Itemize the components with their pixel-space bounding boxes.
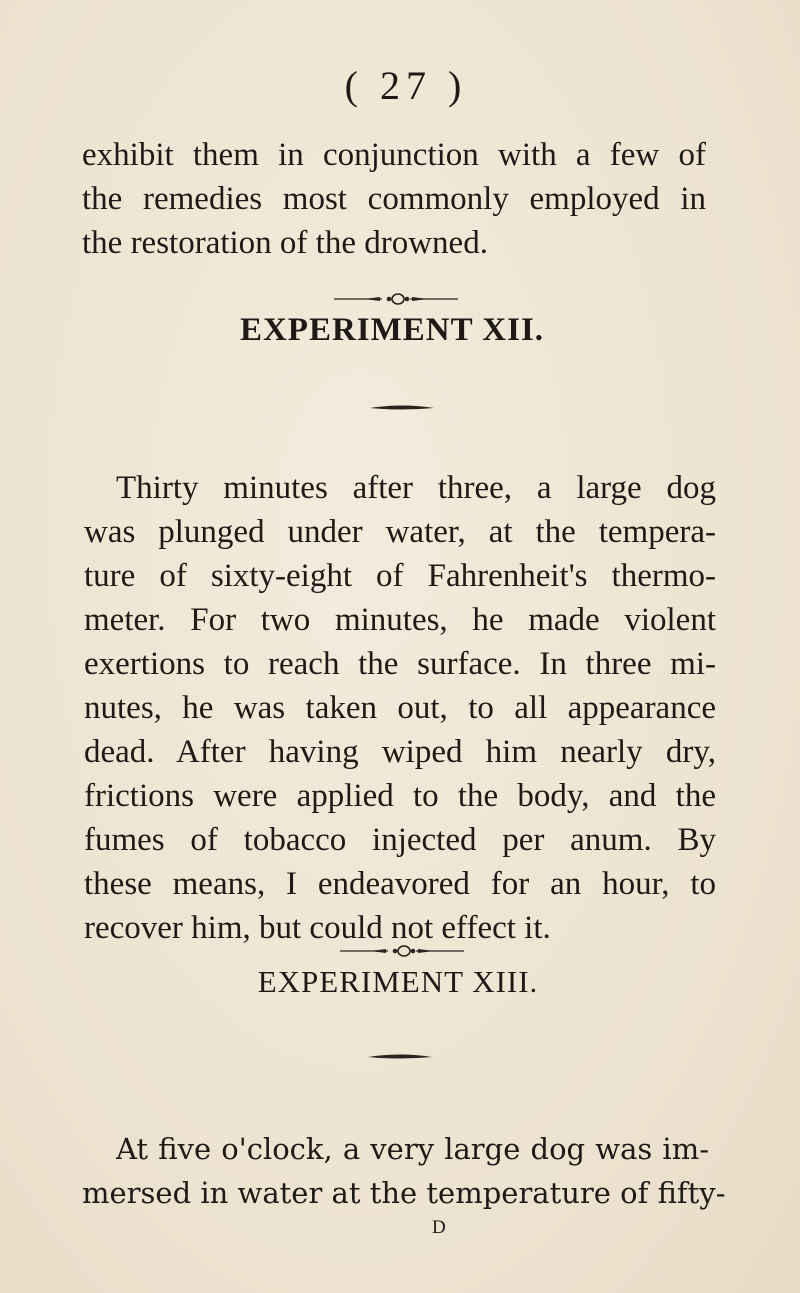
text-line: meter. For two minutes, he made violent [84, 602, 716, 638]
section-divider-ornament [332, 292, 460, 306]
text-line: recover him, but could not effect it. [84, 910, 551, 946]
text-line: the remedies most commonly employed in [82, 181, 706, 217]
signature-mark: D [432, 1217, 446, 1238]
text-line: was plunged under water, at the tempera- [84, 514, 716, 550]
heading-rule [366, 1053, 434, 1061]
text-line: Thirty minutes after three, a large dog [116, 470, 716, 506]
section-divider-ornament [338, 944, 466, 958]
experiment-xiii-paragraph [82, 1127, 726, 1215]
page-number: ( 27 ) [344, 63, 468, 108]
text-line: At five o'clock, a very large dog was im- [116, 1132, 709, 1166]
text-line: nutes, he was taken out, to all appearance [84, 690, 716, 726]
text-line: frictions were applied to the body, and the [84, 778, 716, 814]
text-line: exertions to reach the surface. In three mi- [84, 646, 716, 682]
intro-paragraph [82, 133, 706, 265]
text-line: the restoration of the drowned. [82, 225, 488, 261]
experiment-xii-paragraph [84, 466, 716, 950]
text-line: mersed in water at the temperature of fifty- [82, 1176, 726, 1210]
text-line: fumes of tobacco injected per anum. By [84, 822, 716, 858]
experiment-xiii-heading: EXPERIMENT XIII. [257, 964, 539, 999]
text-line: these means, I endeavored for an hour, to [84, 866, 716, 902]
experiment-xii-heading: EXPERIMENT XII. [239, 312, 545, 348]
text-line: ture of sixty-eight of Fahrenheit's thermo- [84, 558, 716, 594]
text-line: dead. After having wiped him nearly dry, [84, 734, 716, 770]
text-line: exhibit them in conjunction with a few of [82, 137, 706, 173]
heading-rule [368, 404, 436, 412]
